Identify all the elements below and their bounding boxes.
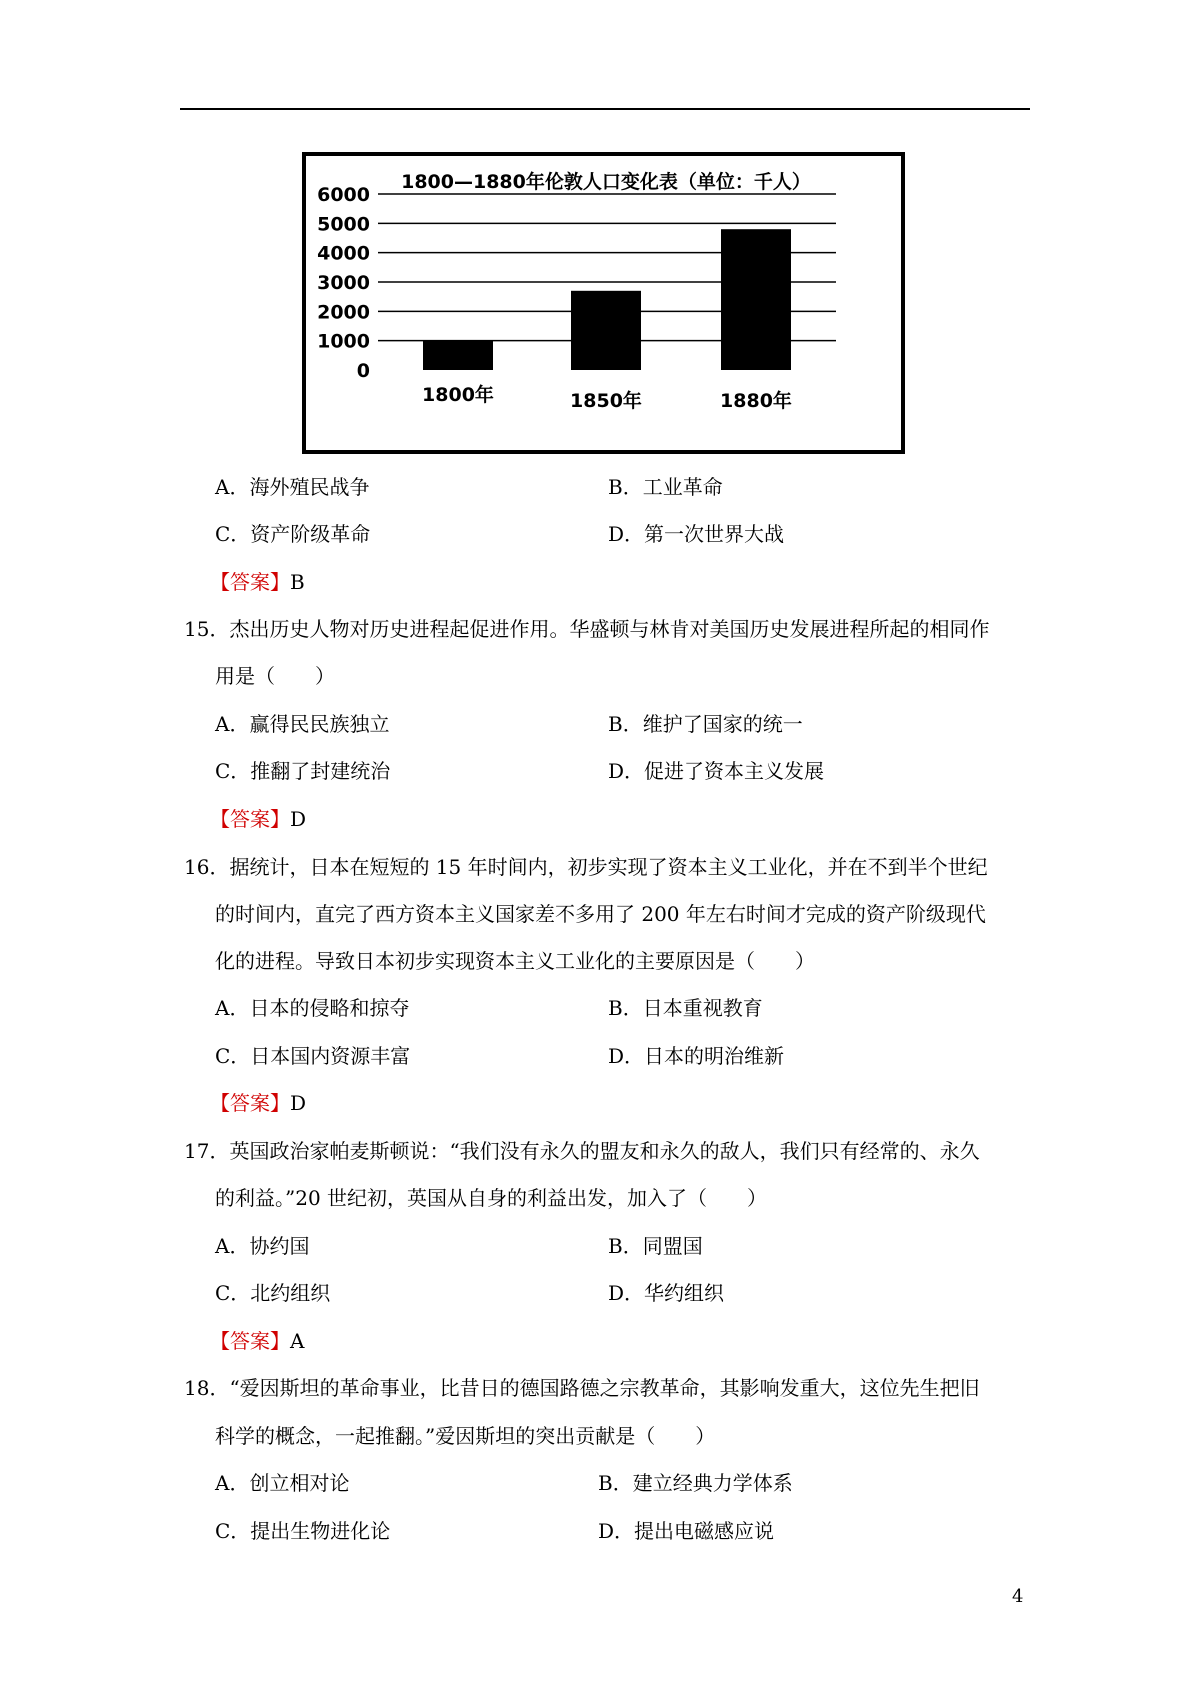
q16-option-c[interactable]: C．日本国内资源丰富 xyxy=(215,1044,411,1068)
chart-title: 1800—1880年伦敦人口变化表（单位：千人） xyxy=(401,171,811,193)
q18-stem-line-2: 科学的概念，一起推翻。”爱因斯坦的突出贡献是（ ） xyxy=(215,1424,716,1448)
q16-option-b[interactable]: B．日本重视教育 xyxy=(608,996,763,1020)
y-tick-label: 1000 xyxy=(317,330,370,353)
bar-2 xyxy=(571,291,641,370)
q17-option-c[interactable]: C．北约组织 xyxy=(215,1281,331,1305)
answer-value: D xyxy=(290,1091,307,1115)
population-chart xyxy=(302,152,905,454)
answer-label: 【答案】 xyxy=(210,1091,290,1115)
answer-label: 【答案】 xyxy=(210,807,290,831)
q16-stem-line-2: 的时间内，直完了西方资本主义国家差不多用了 200 年左右时间才完成的资产阶级现代 xyxy=(215,902,986,926)
q16-stem-line-1: 16．据统计，日本在短短的 15 年时间内，初步实现了资本主义工业化，并在不到半个世纪 xyxy=(184,855,988,879)
bar-3 xyxy=(721,229,791,370)
y-tick-label: 4000 xyxy=(317,242,370,265)
q16-option-a[interactable]: A．日本的侵略和掠夺 xyxy=(215,996,410,1020)
q15-answer xyxy=(210,805,306,833)
x-category-label: 1800年 xyxy=(422,384,494,406)
answer-label: 【答案】 xyxy=(210,570,290,594)
q16-stem-line-3: 化的进程。导致日本初步实现资本主义工业化的主要原因是（ ） xyxy=(215,949,815,973)
bar-1 xyxy=(423,341,493,370)
q17-stem-line-1: 17．英国政治家帕麦斯顿说：“我们没有永久的盟友和永久的敌人，我们只有经常的、永久 xyxy=(184,1139,980,1163)
q16-answer xyxy=(210,1089,306,1117)
q14-option-b[interactable]: B．工业革命 xyxy=(608,475,723,499)
y-tick-label: 5000 xyxy=(317,213,370,236)
q14-option-d[interactable]: D．第一次世界大战 xyxy=(608,522,785,546)
answer-value: B xyxy=(290,570,305,594)
answer-value: D xyxy=(290,807,307,831)
q17-option-d[interactable]: D．华约组织 xyxy=(608,1281,725,1305)
population-chart-svg xyxy=(306,156,901,450)
q15-stem-line-1: 15．杰出历史人物对历史进程起促进作用。华盛顿与林肯对美国历史发展进程所起的相同作 xyxy=(184,617,990,641)
page-number: 4 xyxy=(1012,1586,1024,1607)
x-category-label: 1880年 xyxy=(720,390,792,412)
x-category-label: 1850年 xyxy=(570,390,642,412)
q18-option-c[interactable]: C．提出生物进化论 xyxy=(215,1519,391,1543)
q17-option-b[interactable]: B．同盟国 xyxy=(608,1234,703,1258)
q15-stem-line-2: 用是（ ） xyxy=(215,664,335,688)
y-tick-label: 0 xyxy=(356,360,370,382)
answer-label: 【答案】 xyxy=(210,1329,290,1353)
q14-answer xyxy=(210,568,305,596)
q17-answer xyxy=(210,1327,304,1355)
q15-option-d[interactable]: D．促进了资本主义发展 xyxy=(608,759,825,783)
q15-option-b[interactable]: B．维护了国家的统一 xyxy=(608,712,803,736)
answer-value: A xyxy=(290,1329,305,1353)
q18-option-d[interactable]: D．提出电磁感应说 xyxy=(598,1519,775,1543)
q17-option-a[interactable]: A．协约国 xyxy=(215,1234,310,1258)
y-tick-label: 6000 xyxy=(317,184,370,206)
y-tick-label: 3000 xyxy=(317,272,370,294)
q17-stem-line-2: 的利益。”20 世纪初，英国从自身的利益出发，加入了（ ） xyxy=(215,1186,768,1210)
q18-option-a[interactable]: A．创立相对论 xyxy=(215,1471,350,1495)
q18-option-b[interactable]: B．建立经典力学体系 xyxy=(598,1471,793,1495)
header-rule xyxy=(180,108,1030,110)
y-tick-label: 2000 xyxy=(317,301,370,324)
q16-option-d[interactable]: D．日本的明治维新 xyxy=(608,1044,785,1068)
q18-stem-line-1: 18．“爱因斯坦的革命事业，比昔日的德国路德之宗教革命，其影响发重大，这位先生把旧 xyxy=(184,1376,980,1400)
q15-option-a[interactable]: A．赢得民民族独立 xyxy=(215,712,390,736)
q14-option-c[interactable]: C．资产阶级革命 xyxy=(215,522,371,546)
q15-option-c[interactable]: C．推翻了封建统治 xyxy=(215,759,391,783)
q14-option-a[interactable]: A．海外殖民战争 xyxy=(215,475,370,499)
